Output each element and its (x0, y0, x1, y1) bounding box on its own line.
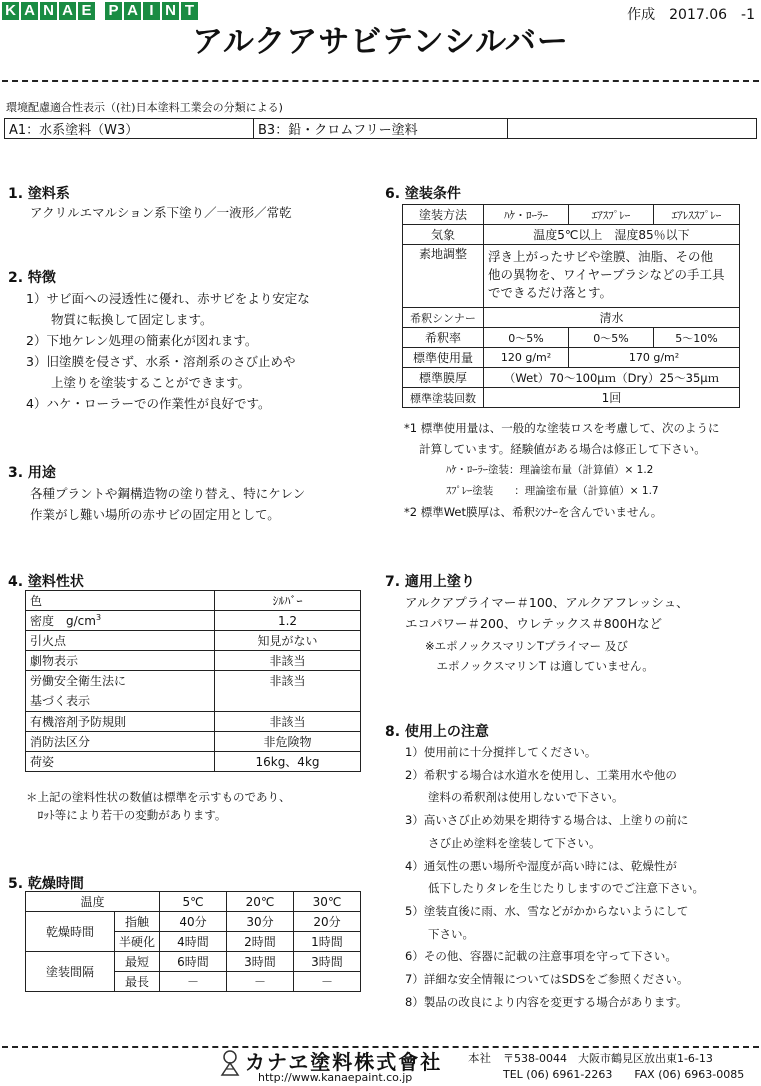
logo-letter: A (124, 2, 141, 20)
base-line: 浮き上がったサビや塗膜、油脂、その他 (488, 249, 714, 264)
s7-note: ※エポノックスマリンTプライマー 及び (425, 639, 628, 653)
table-row (26, 611, 361, 631)
dry-head: 5℃ (160, 892, 227, 912)
s6-note: *2 標準Wet膜厚は、希釈ｼﾝﾅｰを含んでいません。 (404, 505, 663, 519)
cond-value (484, 245, 740, 308)
dry-label: 指触 (115, 912, 160, 932)
prop-label: 引火点 (26, 631, 215, 651)
cond-value: ﾊｹ・ﾛｰﾗｰ (484, 205, 569, 225)
cond-label: 標準使用量 (403, 348, 484, 368)
s8-heading: 8. 使用上の注意 (385, 724, 489, 740)
s7-note: エポノックスマリンT は適していません。 (425, 659, 654, 673)
table-row (403, 328, 740, 348)
prop-label-line: 基づく表示 (30, 694, 91, 708)
env-empty (508, 119, 757, 139)
table-row (26, 732, 361, 752)
dry-cell: 2時間 (227, 932, 294, 952)
s8-line: 6）その他、容器に記載の注意事項を守って下さい。 (405, 949, 677, 964)
page-title: アルクアサビテンシルバー (192, 24, 569, 60)
header-divider (2, 80, 759, 82)
company-name: カナヱ塗料株式會社 (245, 1050, 443, 1074)
logo-letter: P (105, 2, 122, 20)
s6-note: ﾊｹ・ﾛｰﾗｰ塗装：理論塗布量（計算値）× 1.2 (404, 464, 654, 476)
prop-value: 非危険物 (215, 732, 361, 752)
dry-label: 半硬化 (115, 932, 160, 952)
cond-value: ｴｱﾚｽｽﾌﾟﾚｰ (654, 205, 740, 225)
logo-letter: A (21, 2, 38, 20)
s3-line: 各種プラントや鋼構造物の塗り替え、特にケレン (30, 486, 306, 501)
s2-line: 2）下地ケレン処理の簡素化が図れます。 (26, 333, 258, 348)
dry-head: 30℃ (294, 892, 361, 912)
cond-label: 気象 (403, 225, 484, 245)
dry-head: 温度 (26, 892, 160, 912)
s6-notes (404, 418, 720, 523)
s1-heading: 1. 塗料系 (8, 186, 70, 202)
cond-value: 清水 (484, 308, 740, 328)
dry-label: 最短 (115, 952, 160, 972)
table-row (26, 892, 361, 912)
cond-label: 希釈シンナー (403, 308, 484, 328)
s4-note: ﾛｯﾄ等により若干の変動があります。 (26, 808, 227, 822)
prop-label: 有機溶剤予防規則 (26, 712, 215, 732)
s6-note: ｽﾌﾟﾚｰ塗装 ：理論塗布量（計算値）× 1.7 (404, 485, 659, 497)
prop-value: 1.2 (215, 611, 361, 631)
s3-heading: 3. 用途 (8, 465, 56, 481)
s6-heading: 6. 塗装条件 (385, 186, 461, 202)
s8-line: 7）詳細な安全情報についてはSDSをご参照ください。 (405, 972, 689, 987)
cond-label: 標準塗装回数 (403, 388, 484, 408)
created-date: 作成 2017.06 -1 (627, 7, 755, 23)
s8-line: さび止め塗料を塗装して下さい。 (405, 835, 601, 850)
s8-line: 2）希釈する場合は水道水を使用し、工業用水や他の (405, 767, 677, 782)
prop-label: 荷姿 (26, 752, 215, 772)
s4-note: ＊上記の塗料性状の数値は標準を示すものであり、 (26, 790, 291, 804)
company-emblem-icon (218, 1049, 242, 1077)
dry-cell: 6時間 (160, 952, 227, 972)
s7-heading: 7. 適用上塗り (385, 574, 475, 590)
prop-value: 16kg、4kg (215, 752, 361, 772)
drying-table (25, 891, 361, 992)
s2-line: 物質に転換して固定します。 (26, 312, 213, 327)
cond-value: （Wet）70～100μｍ（Dry）25～35μｍ (484, 368, 740, 388)
base-line: でできるだけ落とす。 (488, 285, 613, 300)
env-table (4, 118, 757, 139)
s7-list (405, 592, 689, 634)
cond-value: 170 g/m² (569, 348, 740, 368)
table-row (403, 368, 740, 388)
prop-label: 密度 $g/cm^3$ (26, 611, 215, 631)
dry-head: 20℃ (227, 892, 294, 912)
s3-list (30, 483, 305, 525)
s7-line: アルクアプライマー＃100、アルクアフレッシュ、 (405, 595, 689, 610)
logo-letter: I (143, 2, 160, 20)
s6-note: *1 標準使用量は、一般的な塗装ロスを考慮して、次のように (404, 421, 720, 435)
cond-label: 素地調整 (403, 245, 484, 308)
prop-label-line: 労働安全衛生法に (30, 674, 127, 688)
s8-line: 塗料の希釈剤は使用しないで下さい。 (405, 790, 624, 805)
base-line: 他の異物を、ワイヤーブラシなどの手工具 (488, 267, 725, 282)
dry-cell: 40分 (160, 912, 227, 932)
dry-cell: 3時間 (294, 952, 361, 972)
logo-letter: A (59, 2, 76, 20)
cond-value: ｴｱｽﾌﾟﾚｰ (569, 205, 654, 225)
dry-cell: － (227, 972, 294, 992)
table-row (403, 205, 740, 225)
logo-letter: N (40, 2, 57, 20)
s8-line: 1）使用前に十分撹拌してください。 (405, 745, 597, 759)
dry-group: 乾燥時間 (26, 912, 115, 952)
s8-line: 4）通気性の悪い場所や湿度が高い時には、乾燥性が (405, 858, 677, 873)
table-row (403, 225, 740, 245)
s4-notes (26, 788, 291, 824)
s2-line: 1）サビ面への浸透性に優れ、赤サビをより安定な (26, 291, 310, 306)
table-row (403, 388, 740, 408)
table-row (26, 671, 361, 712)
dry-label: 最長 (115, 972, 160, 992)
logo-letter: K (2, 2, 19, 20)
table-row (26, 752, 361, 772)
prop-label (26, 671, 215, 712)
table-row (403, 245, 740, 308)
logo-letter: E (78, 2, 95, 20)
prop-value: ｼﾙﾊﾞｰ (215, 591, 361, 611)
prop-label: 消防法区分 (26, 732, 215, 752)
prop-value: 非該当 (215, 671, 361, 712)
dry-cell: 4時間 (160, 932, 227, 952)
s2-line: 3）旧塗膜を侵さず、水系・溶剤系のさび止めや (26, 354, 296, 369)
cond-value: 1回 (484, 388, 740, 408)
s8-line: 8）製品の改良により内容を変更する場合があります。 (405, 994, 688, 1009)
hq-phone: TEL (06) 6961-2263 FAX (06) 6963-0085 (503, 1068, 745, 1081)
s8-line: 3）高いさび止め効果を期待する場合は、上塗りの前に (405, 813, 689, 828)
cond-value: 5～10% (654, 328, 740, 348)
s2-list (26, 288, 310, 414)
hq-address: 〒538-0044 大阪市鶴見区放出東1-6-13 (503, 1052, 713, 1065)
s8-list (405, 741, 704, 1013)
cond-label: 希釈率 (403, 328, 484, 348)
logo-letter: N (162, 2, 179, 20)
dry-cell: 1時間 (294, 932, 361, 952)
s8-line: 5）塗装直後に雨、水、雪などがかからないようにして (405, 903, 689, 918)
table-row (26, 591, 361, 611)
s8-line: 下さい。 (405, 926, 474, 941)
logo-letter: T (181, 2, 198, 20)
table-row (26, 651, 361, 671)
s8-line: 低下したりタレを生じたりしますのでご注意下さい。 (405, 881, 704, 896)
table-row (26, 631, 361, 651)
dry-cell: 30分 (227, 912, 294, 932)
s7-line: エコパワー＃200、ウレテックス＃800Hなど (405, 616, 662, 631)
dry-group: 塗装間隔 (26, 952, 115, 992)
dry-cell: 20分 (294, 912, 361, 932)
prop-label: 劇物表示 (26, 651, 215, 671)
env-b3: B3：鉛・クロムフリー塗料 (254, 119, 508, 139)
s2-line: 4）ハケ・ローラーでの作業性が良好です。 (26, 396, 271, 411)
s1-text: アクリルエマルション系下塗り／一液形／常乾 (30, 205, 292, 220)
s3-line: 作業がし難い場所の赤サビの固定用として。 (30, 507, 280, 522)
cond-value: 0～5% (569, 328, 654, 348)
prop-label: 色 (26, 591, 215, 611)
s5-heading: 5. 乾燥時間 (8, 876, 84, 892)
cond-value: 0～5% (484, 328, 569, 348)
hq-label: 本社 (468, 1051, 491, 1065)
table-row (26, 912, 361, 932)
dry-cell: － (294, 972, 361, 992)
s6-note: 計算しています。経験値がある場合は修正して下さい。 (404, 442, 706, 456)
env-a1: A1：水系塗料（W3） (5, 119, 254, 139)
table-row (403, 308, 740, 328)
prop-value: 非該当 (215, 651, 361, 671)
prop-value: 非該当 (215, 712, 361, 732)
env-note: 環境配慮適合性表示（(社)日本塗料工業会の分類による) (6, 101, 283, 114)
cond-value: 温度5℃以上 湿度85％以下 (484, 225, 740, 245)
cond-label: 塗装方法 (403, 205, 484, 225)
s2-line: 上塗りを塗装することができます。 (26, 375, 251, 390)
table-row (26, 952, 361, 972)
s4-heading: 4. 塗料性状 (8, 574, 84, 590)
property-table (25, 590, 361, 772)
table-row (403, 348, 740, 368)
dry-cell: 3時間 (227, 952, 294, 972)
company-url[interactable]: http://www.kanaepaint.co.jp (258, 1071, 413, 1084)
s7-notes (425, 636, 654, 676)
s2-heading: 2. 特徴 (8, 270, 56, 286)
cond-value: 120 g/m² (484, 348, 569, 368)
condition-table (402, 204, 740, 408)
table-row (26, 712, 361, 732)
prop-value: 知見がない (215, 631, 361, 651)
dry-cell: － (160, 972, 227, 992)
cond-label: 標準膜厚 (403, 368, 484, 388)
